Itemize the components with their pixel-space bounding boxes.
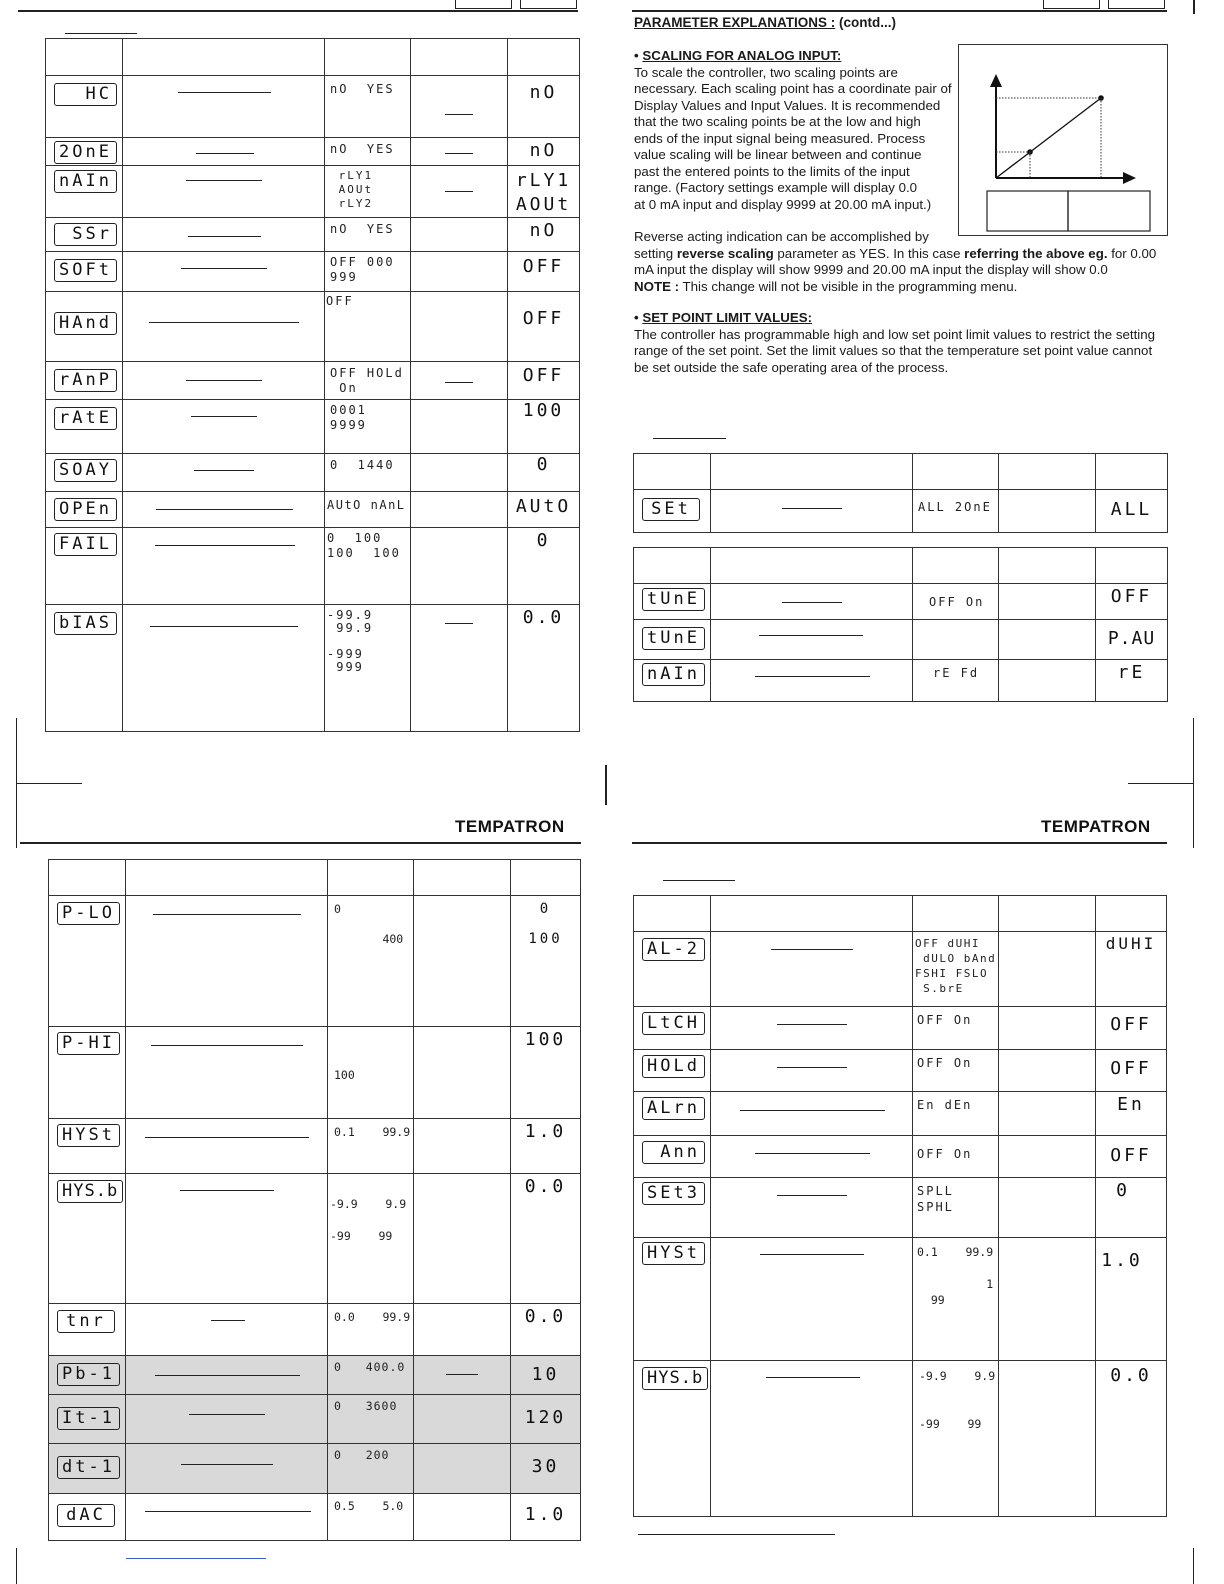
options-text: 0 400.0 — [334, 1360, 406, 1374]
top-right-short-rule — [653, 438, 726, 439]
lcd-code: HC — [54, 83, 117, 106]
bottom-right-footer-rule — [638, 1534, 835, 1535]
default-value: nO — [529, 220, 558, 241]
default-value: 0.0 — [522, 607, 565, 628]
scaling-line: necessary. Each scaling point has a coordinate pair of — [634, 81, 952, 96]
reverse-2a: setting — [634, 245, 677, 261]
scaling-line: value scaling will be linear between and continue — [634, 147, 922, 162]
top-left-tab-1 — [455, 0, 512, 9]
bottom-right-header-rule — [632, 842, 1167, 844]
reverse-line-1: Reverse acting indication can be accomplished by — [634, 229, 929, 244]
lcd-code: HAnd — [54, 312, 117, 335]
reverse-line-3: mA input the display will show 9999 and 20.00 mA input the display will show 0.0 — [634, 262, 1108, 277]
table-row — [46, 454, 580, 492]
default-value: OFF — [522, 256, 565, 277]
scaling-line: that the two scaling points be at the low and high — [634, 114, 921, 129]
table-row — [46, 362, 580, 400]
default-value: 0 — [1116, 1180, 1130, 1201]
options-text: OFF On — [917, 1147, 973, 1161]
scaling-title-text: SCALING FOR ANALOG INPUT: — [642, 48, 842, 63]
bottom-right-crop — [1193, 1548, 1194, 1584]
default-value: OFF — [1110, 1145, 1152, 1166]
table-row — [49, 896, 581, 1027]
table-row — [634, 1050, 1167, 1092]
lcd-code: Pb-1 — [57, 1363, 120, 1386]
heading-text: PARAMETER EXPLANATIONS : — [634, 15, 836, 30]
top-right-tab-2 — [1108, 0, 1165, 9]
table-row — [634, 620, 1168, 660]
default-value: ALL — [1110, 499, 1153, 520]
table-row — [634, 1238, 1167, 1361]
options-text: 0001 9999 — [330, 403, 367, 432]
setpoint-section — [634, 310, 1179, 376]
top-left-rule — [18, 10, 578, 12]
default-value: 0 — [536, 454, 551, 475]
reverse-scaling-paragraph — [634, 229, 1174, 295]
table-row — [46, 76, 580, 138]
default-value: 100 — [522, 400, 565, 421]
options-text: 0 400 — [334, 902, 404, 946]
display-value-box — [987, 191, 1068, 231]
lcd-code: SSr — [54, 223, 117, 246]
default-value: 30 — [531, 1456, 560, 1477]
note-text: This change will not be visible in the programming menu. — [679, 278, 1018, 294]
table-row — [634, 1092, 1167, 1136]
right-crop-h — [1128, 783, 1194, 784]
bottom-left-crop — [16, 1548, 17, 1584]
default-value: 0.0 — [524, 1176, 567, 1197]
default-value: OFF — [1110, 1014, 1152, 1035]
lcd-code: bIAS — [54, 612, 117, 635]
lcd-code: HYSt — [57, 1124, 120, 1147]
table-header-row — [634, 548, 1168, 584]
options-text: 0.1 99.9 1 99 — [917, 1245, 994, 1307]
bottom-left-footer-rule — [126, 1558, 266, 1559]
lcd-code: SOFt — [54, 259, 117, 282]
options-text: 0 100 100 100 — [327, 531, 401, 560]
lcd-code: SEt — [642, 498, 700, 521]
lcd-code: HOLd — [642, 1055, 705, 1078]
bottom-right-parameter-table — [633, 895, 1167, 1517]
default-value: rLY1 AOUt — [515, 170, 572, 215]
table-row — [46, 166, 580, 218]
input-value-box — [1068, 191, 1150, 231]
setpoint-line: The controller has programmable high and low set point limit values to restrict the setting — [634, 326, 1156, 342]
reverse-2b: reverse scaling — [676, 245, 774, 261]
top-right-tab-1 — [1043, 0, 1100, 9]
lcd-code: AL-2 — [642, 938, 705, 961]
left-crop-h — [16, 783, 82, 784]
table-row — [49, 1027, 581, 1119]
default-value: 120 — [524, 1407, 567, 1428]
setpoint-title: • SET POINT LIMIT VALUES: — [634, 310, 813, 325]
table-row — [46, 252, 580, 292]
options-text: AUtO nAnL — [327, 498, 406, 512]
heading-contd: (contd...) — [839, 15, 897, 30]
lcd-code: 2OnE — [54, 141, 117, 164]
default-value: 1.0 — [524, 1504, 567, 1525]
lcd-code: dAC — [57, 1504, 115, 1527]
x-axis-arrow-icon — [1123, 172, 1136, 184]
lcd-code: HYS.b — [57, 1180, 123, 1203]
top-left-parameter-table — [45, 38, 580, 732]
table-row — [634, 490, 1168, 533]
lcd-code: rAtE — [54, 407, 117, 430]
options-text: OFF On — [917, 1056, 973, 1070]
options-text: 0.0 99.9 — [334, 1310, 411, 1324]
table-row — [49, 1356, 581, 1395]
table-header-row — [634, 454, 1168, 490]
default-value: 1.0 — [524, 1121, 567, 1142]
default-value: nO — [529, 140, 558, 161]
reverse-2c: parameter as YES. In this case — [773, 245, 965, 261]
lcd-code: nAIn — [642, 663, 705, 686]
table-row — [46, 605, 580, 732]
center-crop-mark — [605, 765, 607, 805]
options-text: 100 — [334, 1068, 355, 1082]
scaling-line: Display Values and Input Values. It is recommended — [634, 97, 941, 113]
options-text: OFF HOLd On — [330, 366, 404, 395]
default-value: 1.0 — [1101, 1250, 1143, 1271]
table-row — [46, 528, 580, 605]
scaling-line: To scale the controller, two scaling points are — [634, 64, 898, 80]
table-header-row — [634, 896, 1167, 932]
brand-logo-left: TEMPATRON — [455, 817, 565, 836]
lcd-code: SEt3 — [642, 1182, 705, 1205]
lcd-code: tUnE — [642, 627, 705, 650]
default-value: 0 — [536, 530, 551, 551]
table-row — [634, 1178, 1167, 1238]
table-row — [49, 1119, 581, 1174]
options-text: ALL 2OnE — [918, 500, 992, 514]
reverse-line-2 — [634, 246, 1174, 263]
explanations-heading — [634, 15, 896, 30]
top-right-table-1 — [633, 453, 1168, 533]
scaling-line-plot — [996, 98, 1101, 178]
lcd-code: rAnP — [54, 369, 117, 392]
table-row — [46, 400, 580, 454]
options-text: nO YES — [330, 142, 395, 156]
reverse-2d: referring the above eg. — [964, 245, 1108, 261]
options-text: -99.9 99.9 -999 999 — [327, 608, 374, 674]
lcd-code: SOAY — [54, 459, 117, 482]
options-text: En dEn — [917, 1098, 973, 1112]
lcd-code: FAIL — [54, 533, 117, 556]
table-header-row — [49, 860, 581, 896]
top-left-tab-2 — [520, 0, 577, 9]
scaling-title: • SCALING FOR ANALOG INPUT: — [634, 48, 842, 63]
default-value: OFF — [1110, 586, 1153, 607]
options-text: 0.1 99.9 — [334, 1125, 411, 1139]
lcd-code: OPEn — [54, 498, 117, 521]
lcd-code: HYS.b — [642, 1367, 708, 1390]
default-value: OFF — [522, 308, 565, 329]
lcd-code: ALrn — [642, 1097, 705, 1120]
table-row — [634, 932, 1167, 1007]
scaling-graph — [959, 45, 1167, 235]
lcd-code: dt-1 — [57, 1456, 120, 1479]
default-value: nO — [529, 82, 558, 103]
options-text: SPLL SPHL — [917, 1184, 954, 1214]
table-row — [49, 1304, 581, 1356]
bottom-right-short-rule — [663, 880, 735, 881]
options-text: OFF On — [917, 1013, 973, 1027]
default-value: 0.0 — [1110, 1365, 1152, 1386]
table-row — [634, 584, 1168, 620]
top-left-short-rule — [65, 33, 137, 34]
table-row — [634, 1136, 1167, 1178]
lcd-code: Ann — [642, 1141, 705, 1164]
setpoint-line: be set outside the safe operating area of the process. — [634, 359, 949, 375]
lcd-code: nAIn — [54, 170, 117, 193]
table-row — [49, 1444, 581, 1494]
scaling-section — [634, 48, 959, 213]
options-text: OFF — [326, 294, 354, 308]
lcd-code: LtCH — [642, 1012, 705, 1035]
table-row — [46, 218, 580, 252]
lcd-code: It-1 — [57, 1407, 120, 1430]
default-value: 10 — [531, 1364, 560, 1385]
default-value: 0 100 — [528, 901, 563, 947]
reverse-2e: for 0.00 — [1107, 245, 1157, 261]
table-row — [634, 1007, 1167, 1050]
table-row — [46, 492, 580, 528]
options-text: 0.5 5.0 — [334, 1499, 404, 1513]
table-row — [46, 138, 580, 166]
lcd-code: P-LO — [57, 902, 120, 925]
options-text: OFF 000 999 — [330, 255, 395, 284]
y-axis-arrow-icon — [990, 74, 1002, 87]
options-text: nO YES — [330, 222, 395, 236]
table-header-row — [46, 39, 580, 76]
default-value: OFF — [522, 365, 565, 386]
table-row — [49, 1174, 581, 1304]
lcd-code: HYSt — [642, 1242, 705, 1265]
setpoint-line: range of the set point. Set the limit values so that the temperature set point value cannot — [634, 343, 1153, 358]
options-text: -9.9 9.9 -99 99 — [330, 1197, 407, 1243]
default-value: dUHI — [1105, 934, 1157, 953]
scaling-line: range. (Factory settings example will display 0.0 — [634, 180, 918, 195]
default-value: OFF — [1110, 1058, 1152, 1079]
scaling-line: at 0 mA input and display 9999 at 20.00 mA input.) — [634, 196, 932, 212]
scaling-diagram-frame — [958, 44, 1168, 236]
lcd-code: tnr — [57, 1310, 115, 1333]
top-right-table-2 — [633, 547, 1168, 702]
setpoint-title-text: SET POINT LIMIT VALUES: — [642, 310, 813, 325]
table-row — [634, 1361, 1167, 1517]
table-row — [49, 1395, 581, 1444]
default-value: AUtO — [515, 496, 572, 517]
options-text: 0 1440 — [330, 458, 395, 472]
note-label: NOTE : — [634, 278, 680, 294]
lcd-code: tUnE — [642, 588, 705, 611]
top-right-rule — [632, 10, 1167, 12]
options-text: -9.9 9.9 -99 99 — [919, 1369, 996, 1431]
options-text: 0 3600 — [334, 1399, 398, 1413]
table-row — [49, 1494, 581, 1541]
default-value: 0.0 — [524, 1306, 567, 1327]
default-value: P.AU — [1107, 628, 1156, 649]
options-text: OFF On — [929, 595, 985, 609]
scaling-line: ends of the input signal being measured. Process — [634, 130, 926, 146]
scaling-line: past the entered points to the limits of the input — [634, 163, 910, 179]
options-text: nO YES — [330, 82, 395, 96]
bottom-left-header-rule — [20, 842, 581, 844]
table-row — [46, 292, 580, 362]
default-value: En — [1117, 1094, 1145, 1115]
right-edge-top — [1193, 0, 1195, 14]
options-text: rE Fd — [933, 666, 980, 680]
options-text: OFF dUHI dULO bAnd FSHI FSLO S.brE — [915, 937, 997, 995]
bottom-left-parameter-table — [48, 859, 581, 1541]
default-value: rE — [1117, 662, 1146, 683]
lcd-code: P-HI — [57, 1032, 120, 1055]
options-text: 0 200 — [334, 1448, 390, 1462]
note-line — [634, 279, 1174, 296]
table-row — [634, 660, 1168, 702]
options-text: rLY1 AOUt rLY2 — [338, 169, 374, 210]
default-value: 100 — [524, 1029, 567, 1050]
brand-logo-right: TEMPATRON — [1041, 817, 1151, 836]
